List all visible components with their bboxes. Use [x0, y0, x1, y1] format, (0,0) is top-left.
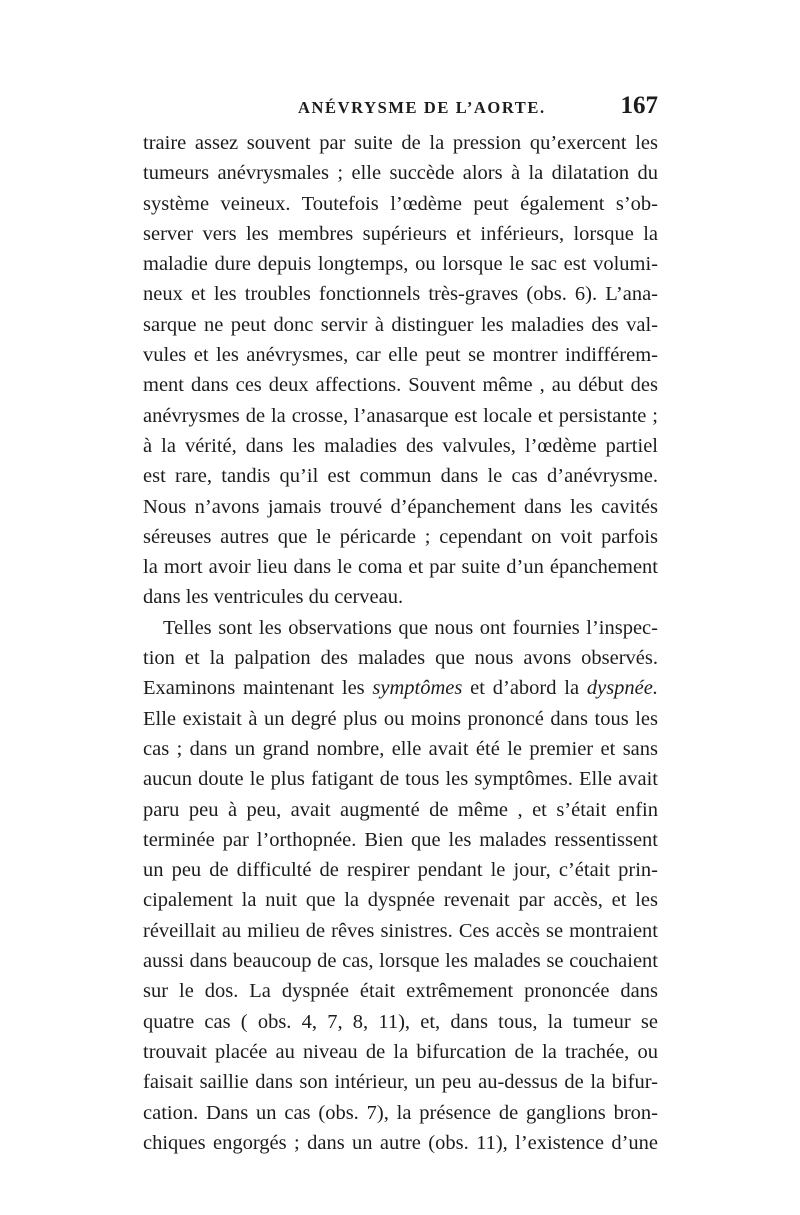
text-line: à la vérité, dans les maladies des valvules, l’œdème partiel	[143, 434, 658, 457]
running-head	[143, 92, 658, 126]
text-line: paru peu à peu, avait augmenté de même , et s’était enfin	[143, 798, 658, 821]
text-line: maladie dure depuis longtemps, ou lorsque le sac est volumi-	[143, 253, 658, 276]
text-line: cas ; dans un grand nombre, elle avait été le premier et sans	[143, 737, 658, 760]
paragraph-2	[143, 613, 658, 1158]
text-line: ment dans ces deux affections. Souvent même , au début des	[143, 374, 658, 397]
text-line: Telles sont les observations que nous ont fournies l’inspec-	[163, 616, 658, 639]
paragraph-1	[143, 128, 658, 613]
text-line: dans les ventricules du cerveau.	[143, 586, 404, 609]
text-line: trouvait placée au niveau de la bifurcation de la trachée, ou	[143, 1040, 658, 1063]
text-line: quatre cas ( obs. 4, 7, 8, 11), et, dans tous, la tumeur se	[143, 1010, 658, 1033]
page-number: 167	[620, 92, 658, 119]
text-line: server vers les membres supérieurs et inférieurs, lorsque la	[143, 222, 658, 245]
italic-term-symptomes: symptômes	[372, 677, 463, 700]
text-line: sur le dos. La dyspnée était extrêmement prononcée dans	[143, 980, 658, 1003]
line-segment: Examinons maintenant les	[143, 677, 373, 700]
text-line: cation. Dans un cas (obs. 7), la présence de ganglions bron-	[143, 1101, 658, 1124]
text-line: tion et la palpation des malades que nous avons observés.	[143, 647, 658, 670]
text-line: faisait saillie dans son intérieur, un peu au-dessus de la bifur-	[143, 1071, 658, 1094]
text-line: cipalement la nuit que la dyspnée revenait par accès, et les	[143, 889, 658, 912]
text-line: neux et les troubles fonctionnels très-graves (obs. 6). L’ana-	[143, 283, 658, 306]
text-line: aucun doute le plus fatigant de tous les symptômes. Elle avait	[143, 768, 658, 791]
text-line: sarque ne peut donc servir à distinguer les maladies des val-	[143, 313, 658, 336]
line-segment: et d’abord la	[462, 677, 587, 700]
text-line: séreuses autres que le péricarde ; cependant on voit parfois	[143, 525, 658, 548]
text-line: chiques engorgés ; dans un autre (obs. 11), l’existence d’une	[143, 1131, 658, 1154]
body-text	[143, 128, 658, 1158]
text-line: Nous n’avons jamais trouvé d’épanchement dans les cavités	[143, 495, 658, 518]
text-line: est rare, tandis qu’il est commun dans le cas d’anévrysme.	[143, 465, 658, 488]
text-line	[143, 673, 658, 703]
text-line: terminée par l’orthopnée. Bien que les malades ressentissent	[143, 828, 658, 851]
text-line: aussi dans beaucoup de cas, lorsque les malades se couchaient	[143, 950, 658, 973]
text-line: vules et les anévrysmes, car elle peut se montrer indifférem-	[143, 344, 658, 367]
text-line: traire assez souvent par suite de la pression qu’exercent les	[143, 132, 658, 154]
text-line: un peu de difficulté de respirer pendant le jour, c’était prin-	[143, 859, 658, 882]
text-line: anévrysmes de la crosse, l’anasarque est locale et persistante ;	[143, 404, 658, 427]
text-line: système veineux. Toutefois l’œdème peut également s’ob-	[143, 192, 658, 215]
text-line: tumeurs anévrysmales ; elle succède alors à la dilatation du	[143, 162, 658, 185]
text-line: Elle existait à un degré plus ou moins prononcé dans tous les	[143, 707, 658, 730]
italic-term-dyspnee: dyspnée.	[586, 677, 658, 700]
text-line: réveillait au milieu de rêves sinistres. Ces accès se montraient	[143, 919, 658, 942]
text-line: la mort avoir lieu dans le coma et par suite d’un épanchement	[143, 556, 658, 579]
running-title: ANÉVRYSME DE L’AORTE.	[298, 98, 546, 117]
